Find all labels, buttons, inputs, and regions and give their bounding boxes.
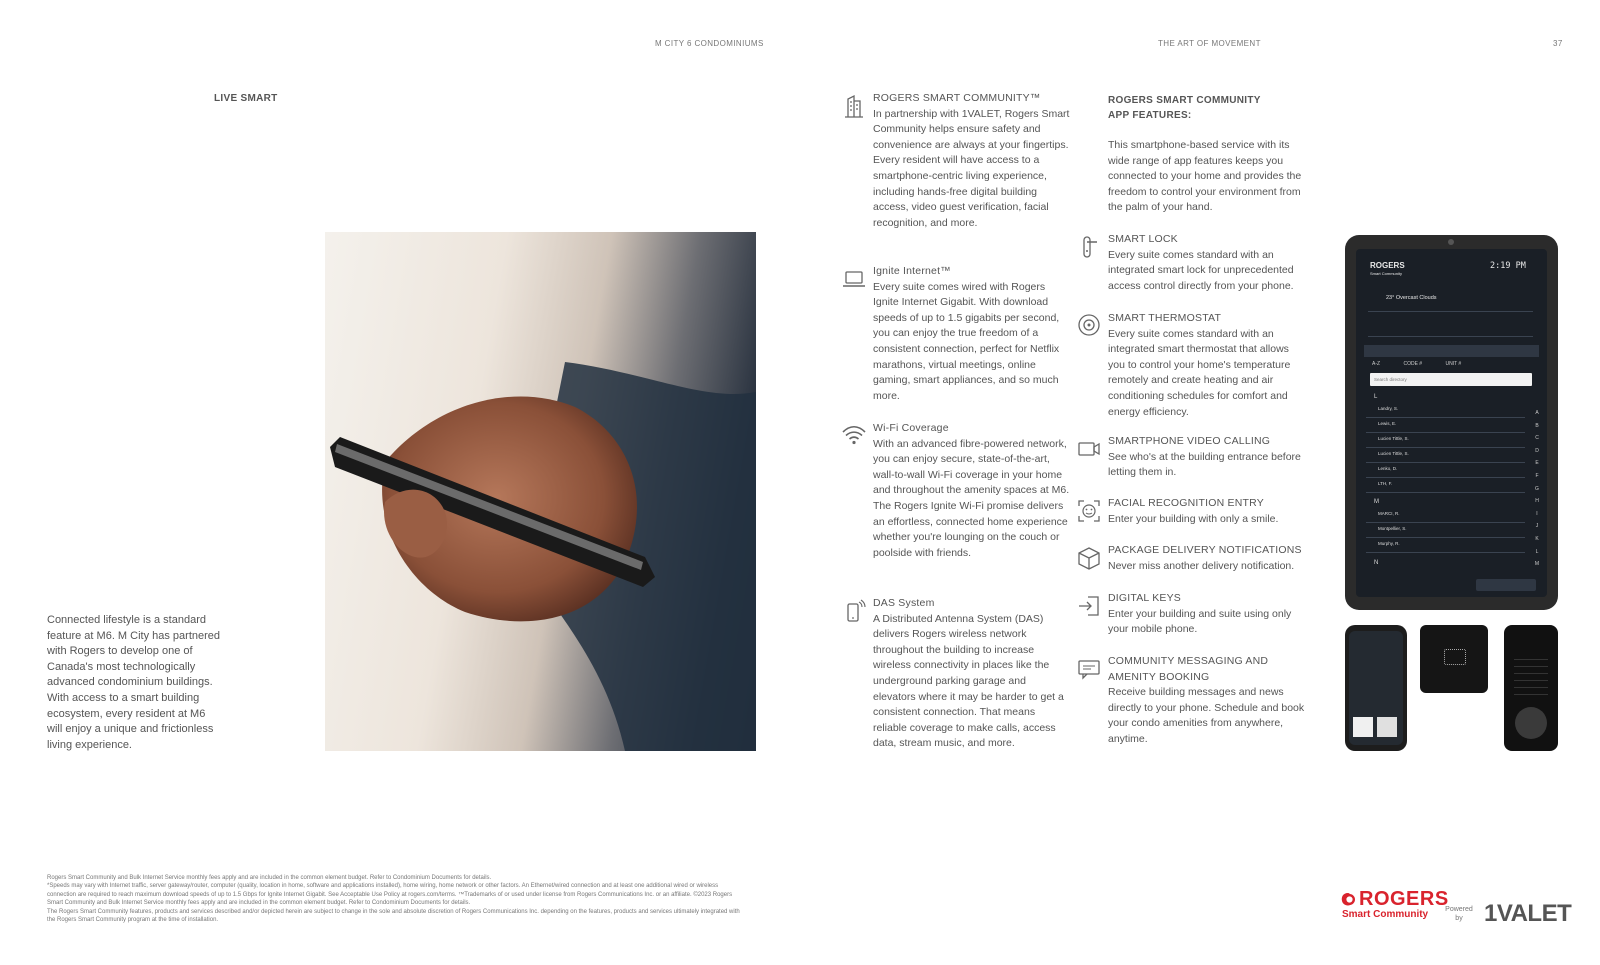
smart-lock-icon [1076,234,1102,260]
intro-paragraph: Connected lifestyle is a standard feature at M6. M City has partnered with Rogers to develop one of Canada's most technologically advanced condominium buildings. With access to a smart building ecosystem, every resident at M6 will enjoy a unique and frictionless living experience. [47,614,221,751]
tablet-brand: ROGERS [1370,261,1405,270]
building-icon [841,93,867,119]
feature-desc: Never miss another delivery notification. [1108,559,1295,572]
service-title: DAS System [873,597,935,609]
feature-smart-lock [1108,232,1308,294]
tablet-brand-sub: Smart Community [1370,271,1403,276]
service-desc: In partnership with 1VALET, Rogers Smart Community helps ensure safety and convenience are always at your fingertips. Every resident will have access to a smartphone-centric living experience, including hands-free digital building access, video guest verification, facial recognition, and more. [873,107,1070,229]
feature-community-messaging [1108,654,1308,748]
index-letter[interactable]: G [1535,485,1539,492]
tablet-quick-buttons[interactable] [1364,345,1539,357]
index-letter[interactable]: L [1535,548,1539,555]
1valet-logo: 1VALET [1484,900,1572,927]
tablet-weather: 23° Overcast Clouds [1386,295,1437,301]
header-tagline: THE ART OF MOVEMENT [1158,39,1261,48]
feature-facial-recognition [1108,496,1308,527]
service-title: ROGERS SMART COMMUNITY™ [873,92,1041,104]
tablet-screen [1356,249,1547,597]
rogers-swirl-icon [1340,891,1356,909]
forecast-strip [1368,311,1533,337]
rogers-sub-wordmark: Smart Community [1342,909,1429,920]
camera-dot [1448,239,1454,245]
service-wifi-coverage [873,421,1071,561]
index-letter[interactable]: D [1535,447,1539,454]
service-desc: A Distributed Antenna System (DAS) delivers Rogers wireless network throughout the building to increase wireless connectivity in places like the underground parking garage and elevators where it may be harder to get a consistent connection. That means reliable coverage to make calls, access data, stream music, and more. [873,612,1064,750]
messaging-icon [1076,656,1102,682]
directory-row[interactable]: Lewis, E. [1366,421,1525,433]
thermostat-display [1444,649,1466,665]
directory-row[interactable]: Lucien Tittle, S. [1366,436,1525,448]
section-letter-n: N [1374,560,1379,566]
directory-search-input[interactable]: Search directory [1370,373,1532,386]
section-label: LIVE SMART [214,93,278,104]
feature-title: PACKAGE DELIVERY NOTIFICATIONS [1108,544,1302,556]
feature-desc: See who's at the building entrance before letting them in. [1108,450,1301,479]
directory-row[interactable]: LTH, F. [1366,481,1525,493]
phone-photo-illustration [325,232,756,751]
service-desc: Every suite comes wired with Rogers Ignite Internet Gigabit. With download speeds of up to 1.5 gigabits per second, you can enjoy the true freedom of a consistent connection, perfect for Netflix marathons, virtual meetings, online gaming, smart appliances, and so much more. [873,280,1060,402]
thermostat-icon [1076,312,1102,338]
directory-tablet [1345,235,1558,610]
rogers-logo [1340,888,1449,920]
qr-card [1353,717,1373,737]
footnote: *Speeds may vary with Internet traffic, server gateway/router, computer (quality, location in home, software and applications installed), home wiring, home network or other factors. An Ethernet/wired connection and at least one additional wired or wireless connection are required to reach maximum download speeds of up to 1.5 Gbps for Ignite Internet Gigabit. See Acceptable Use Policy at rogers.com/terms. ™Trademarks of or used under license from Rogers Communications Inc. or an affiliate. ©2023 Rogers Smart Community and Bulk Internet Service monthly fees apply and are included in the common element budget. Refer to Condominium Documents for details. [47,883,733,907]
lock-knob [1515,707,1547,739]
index-letter[interactable]: K [1535,535,1539,542]
directory-row[interactable]: Lucien Tittle, S. [1366,451,1525,463]
service-ignite-internet [873,264,1071,404]
tablet-tabs[interactable] [1364,361,1539,371]
index-letter[interactable]: B [1535,422,1539,429]
alphabet-index[interactable] [1533,407,1541,571]
directory-row[interactable]: MARCI, R. [1366,511,1525,523]
index-letter[interactable]: A [1535,410,1539,416]
hand-holding-phone-photo [325,232,756,751]
service-desc: With an advanced fibre-powered network, you can enjoy secure, state-of-the-art, wall-to-wall Wi-Fi coverage in your home and throughout the amenity spaces at M6. The Rogers Ignite Wi-Fi promise delivers an effortless, connected home experience whether you're lounging on the couch or poolside with friends. [873,437,1070,559]
feature-desc: Every suite comes standard with an integrated smart lock for unprecedented access control directly from your phone. [1108,248,1294,292]
feature-desc: Enter your building with only a smile. [1108,512,1279,525]
index-letter[interactable]: I [1536,510,1538,517]
service-title: Wi-Fi Coverage [873,422,949,434]
index-letter[interactable]: F [1535,472,1539,479]
powered-by-label: Powered by [1445,906,1473,922]
tab-code[interactable]: CODE # [1403,361,1423,367]
section-letter-l: L [1374,394,1378,400]
directory-row[interactable]: Murphy, R. [1366,541,1525,553]
rogers-wordmark: ROGERS [1359,888,1449,910]
feature-digital-keys [1108,591,1308,638]
wifi-icon [841,422,867,448]
app-features-heading: ROGERS SMART COMMUNITY APP FEATURES: [1108,95,1261,121]
smart-lock-device [1504,625,1558,751]
smartphone-device [1345,625,1407,751]
package-icon [1076,545,1102,571]
feature-title: SMART LOCK [1108,233,1178,245]
keypad [1514,653,1548,697]
tab-a-z[interactable]: A-Z [1372,361,1381,367]
feature-desc: Enter your building and suite using only your mobile phone. [1108,607,1292,636]
feature-desc: Receive building messages and news directly to your phone. Schedule and book your condo amenities from anywhere, anytime. [1108,686,1305,745]
tablet-clock: 2:19 PM [1490,261,1526,271]
footnotes [47,874,747,924]
index-letter[interactable]: E [1535,460,1539,467]
feature-title: COMMUNITY MESSAGING AND AMENITY BOOKING [1108,655,1269,683]
feature-title: SMART THERMOSTAT [1108,312,1222,324]
laptop-icon [841,266,867,292]
directory-row[interactable]: Landry, S. [1366,406,1525,418]
index-letter[interactable]: C [1535,435,1539,442]
service-title: Ignite Internet™ [873,265,951,277]
app-features-intro: This smartphone-based service with its wide range of app features keeps you connected to your home and provides the freedom to control your environment from the palm of your hand. [1108,139,1302,214]
section-letter-m: M [1374,499,1379,505]
feature-package-notifications [1108,543,1308,574]
page-number: 37 [1553,39,1563,48]
index-letter[interactable]: J [1535,523,1539,530]
qr-code [1377,717,1397,737]
service-smart-community [873,91,1071,231]
directory-row[interactable]: Montpellier, S. [1366,526,1525,538]
accessibility-buttons[interactable] [1476,579,1536,591]
service-das-system [873,596,1071,752]
index-letter[interactable]: H [1535,498,1539,505]
footnote: Rogers Smart Community and Bulk Internet Service monthly fees apply and are included in the common element budget. Refer to Condominium Documents for details. [47,875,492,881]
face-recognition-icon [1076,498,1102,524]
feature-smart-thermostat [1108,311,1308,420]
feature-title: FACIAL RECOGNITION ENTRY [1108,497,1264,509]
video-call-icon [1076,436,1102,462]
index-letter[interactable]: M [1534,561,1540,568]
thermostat-device [1420,625,1488,693]
feature-title: SMARTPHONE VIDEO CALLING [1108,435,1271,447]
header-project: M CITY 6 CONDOMINIUMS [655,39,764,48]
antenna-phone-icon [841,598,867,624]
feature-desc: Every suite comes standard with an integrated smart thermostat that allows you to control your home's temperature remotely and create heating and air conditioning schedules for comfort and energy efficiency. [1108,327,1291,418]
feature-title: DIGITAL KEYS [1108,592,1182,604]
feature-video-calling [1108,434,1308,481]
directory-row[interactable]: Lenko, D. [1366,466,1525,478]
tab-unit[interactable]: UNIT # [1445,361,1462,367]
digital-key-icon [1076,593,1102,619]
footnote: The Rogers Smart Community features, products and services described and/or depicted herein are subject to change in the sole and absolute discretion of Rogers Communications Inc. depending on the features, products and services ultimately integrated with the Rogers Smart Community program at the time of installation. [47,908,740,924]
